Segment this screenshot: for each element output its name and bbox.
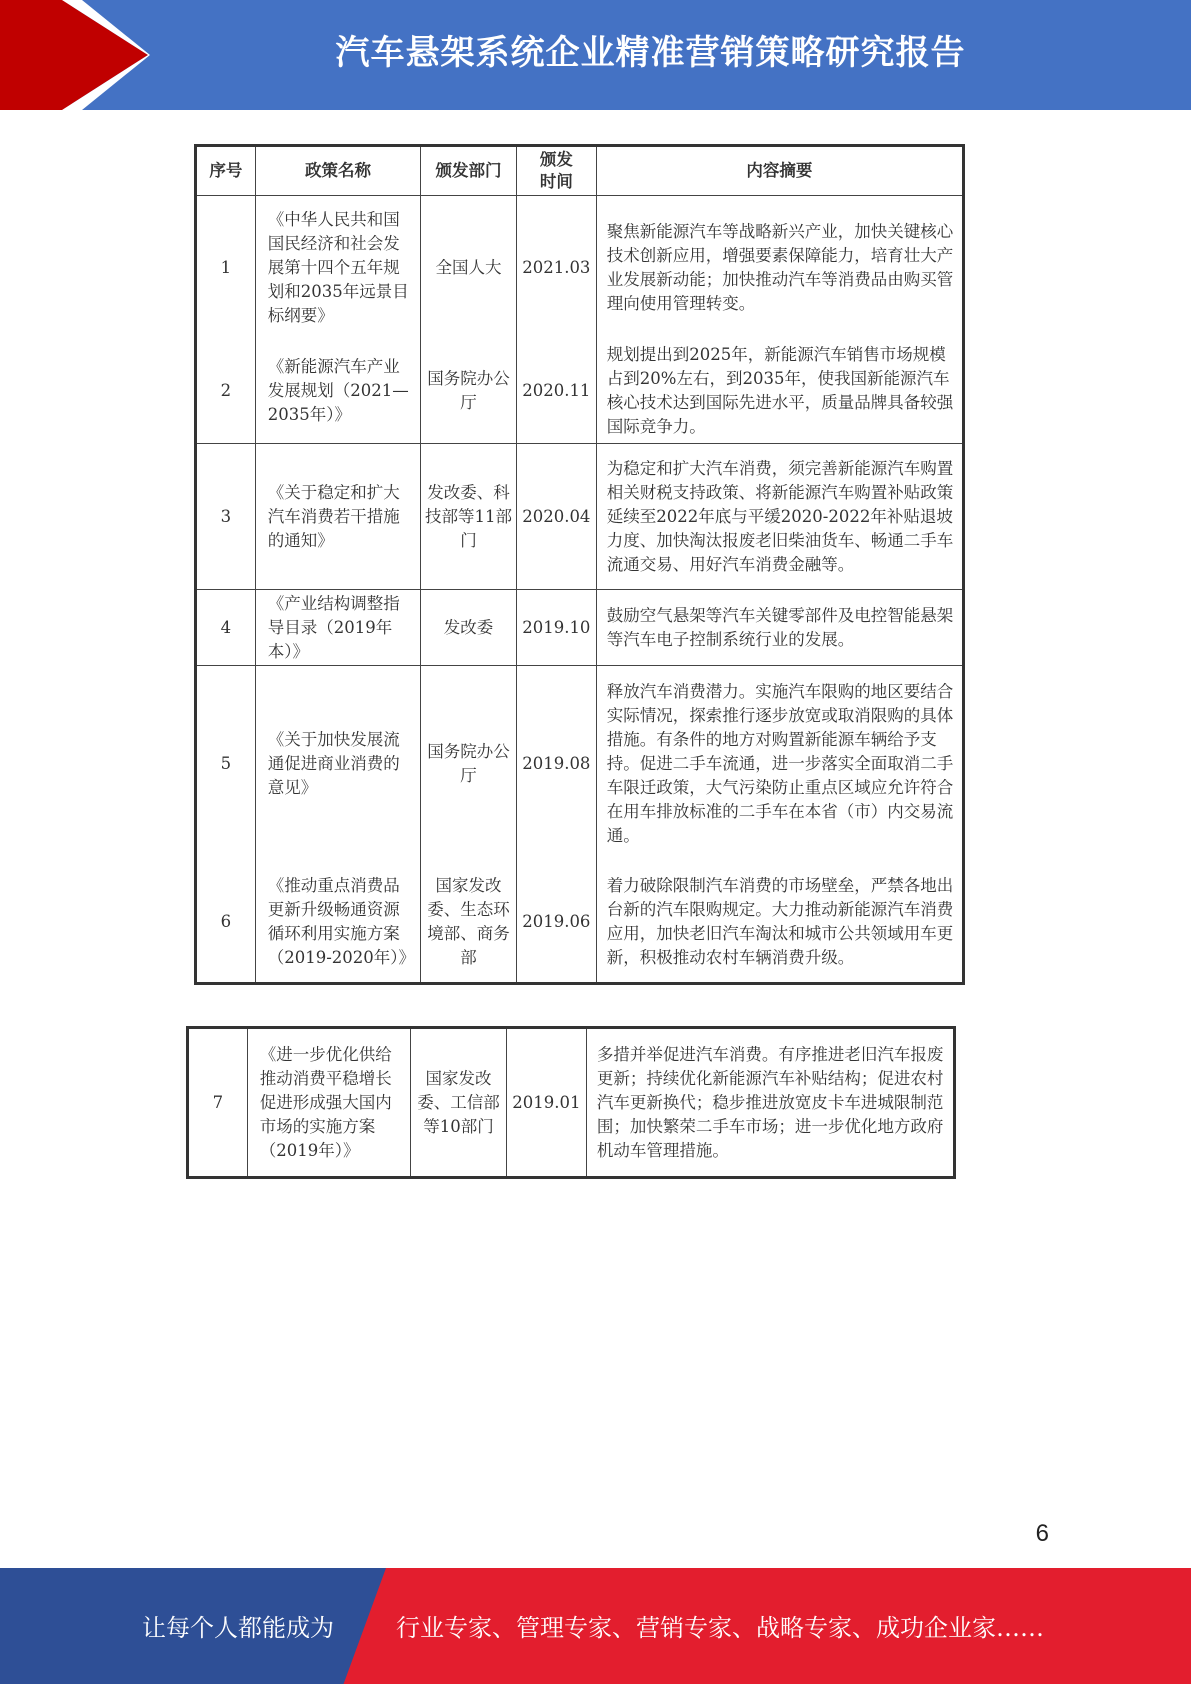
cell-name: 《推动重点消费品更新升级畅通资源循环利用实施方案（2019-2020年）》 [255,862,421,984]
page-footer [0,1568,1191,1684]
table-row [196,590,964,666]
cell-dept: 国家发改委、生态环境部、商务部 [421,862,517,984]
cell-summary: 规划提出到2025年，新能源汽车销售市场规模占到20%左右，到2035年，使我国新能源汽车核心技术达到国际先进水平，质量品牌具备较强国际竞争力。 [596,340,963,444]
cell-no: 5 [196,666,256,862]
header-arrow-decoration [0,0,150,110]
col-header-dept: 颁发部门 [421,146,517,196]
cell-summary: 鼓励空气悬架等汽车关键零部件及电控智能悬架等汽车电子控制系统行业的发展。 [596,590,963,666]
cell-summary: 多措并举促进汽车消费。有序推进老旧汽车报废更新；持续优化新能源汽车补贴结构；促进农村汽车更新换代；稳步推进放宽皮卡车进城限制范围；加快繁荣二手车市场；进一步优化地方政府机动车管理措施。 [586,1028,954,1178]
cell-no: 2 [196,340,256,444]
page-header [0,0,1191,110]
cell-dept: 国务院办公厅 [421,340,517,444]
cell-date: 2019.01 [506,1028,586,1178]
cell-date: 2020.11 [516,340,596,444]
cell-name: 《中华人民共和国国民经济和社会发展第十四个五年规划和2035年远景目标纲要》 [255,196,421,340]
policy-table-continued [186,1026,956,1179]
cell-dept: 国务院办公厅 [421,666,517,862]
table-row [188,1028,955,1178]
table-row [196,666,964,862]
col-header-name: 政策名称 [255,146,421,196]
table-header-row [196,146,964,196]
table-row [196,862,964,984]
page-title: 汽车悬架系统企业精准营销策略研究报告 [335,33,966,73]
cell-date: 2021.03 [516,196,596,340]
cell-summary: 释放汽车消费潜力。实施汽车限购的地区要结合实际情况，探索推行逐步放宽或取消限购的具体措施。有条件的地方对购置新能源车辆给予支持。促进二手车流通，进一步落实全面取消二手车限迁政策，大气污染防止重点区域应允许符合在用车排放标准的二手车在本省（市）内交易流通。 [596,666,963,862]
col-header-date: 颁发时间 [516,146,596,196]
table-row [196,444,964,590]
col-header-no: 序号 [196,146,256,196]
footer-slogan-left: 让每个人都能成为 [142,1614,334,1642]
cell-date: 2019.08 [516,666,596,862]
cell-date: 2020.04 [516,444,596,590]
cell-summary: 着力破除限制汽车消费的市场壁垒，严禁各地出台新的汽车限购规定。大力推动新能源汽车消费应用，加快老旧汽车淘汰和城市公共领域用车更新，积极推动农村车辆消费升级。 [596,862,963,984]
cell-summary: 为稳定和扩大汽车消费，须完善新能源汽车购置相关财税支持政策、将新能源汽车购置补贴政策延续至2022年底与平缓2020-2022年补贴退坡力度、加快淘汰报废老旧柴油货车、畅通二手车流通交易、用好汽车消费金融等。 [596,444,963,590]
col-header-summary: 内容摘要 [596,146,963,196]
cell-dept: 发改委、科技部等11部门 [421,444,517,590]
cell-dept: 全国人大 [421,196,517,340]
cell-no: 6 [196,862,256,984]
table-row [196,340,964,444]
policy-table [194,144,965,985]
cell-name: 《产业结构调整指导目录（2019年本）》 [255,590,421,666]
table-row [196,196,964,340]
cell-date: 2019.10 [516,590,596,666]
cell-name: 《关于稳定和扩大汽车消费若干措施的通知》 [255,444,421,590]
cell-dept: 国家发改委、工信部等10部门 [411,1028,507,1178]
cell-no: 1 [196,196,256,340]
cell-no: 4 [196,590,256,666]
cell-name: 《进一步优化供给推动消费平稳增长促进形成强大国内市场的实施方案（2019年）》 [247,1028,411,1178]
cell-summary: 聚焦新能源汽车等战略新兴产业，加快关键核心技术创新应用，增强要素保障能力，培育壮大产业发展新动能；加快推动汽车等消费品由购买管理向使用管理转变。 [596,196,963,340]
cell-name: 《新能源汽车产业发展规划（2021—2035年）》 [255,340,421,444]
cell-name: 《关于加快发展流通促进商业消费的意见》 [255,666,421,862]
cell-date: 2019.06 [516,862,596,984]
cell-no: 3 [196,444,256,590]
page-number: 6 [1035,1520,1049,1547]
cell-dept: 发改委 [421,590,517,666]
cell-no: 7 [188,1028,248,1178]
footer-slogan-right: 行业专家、管理专家、营销专家、战略专家、成功企业家…… [396,1614,1044,1642]
